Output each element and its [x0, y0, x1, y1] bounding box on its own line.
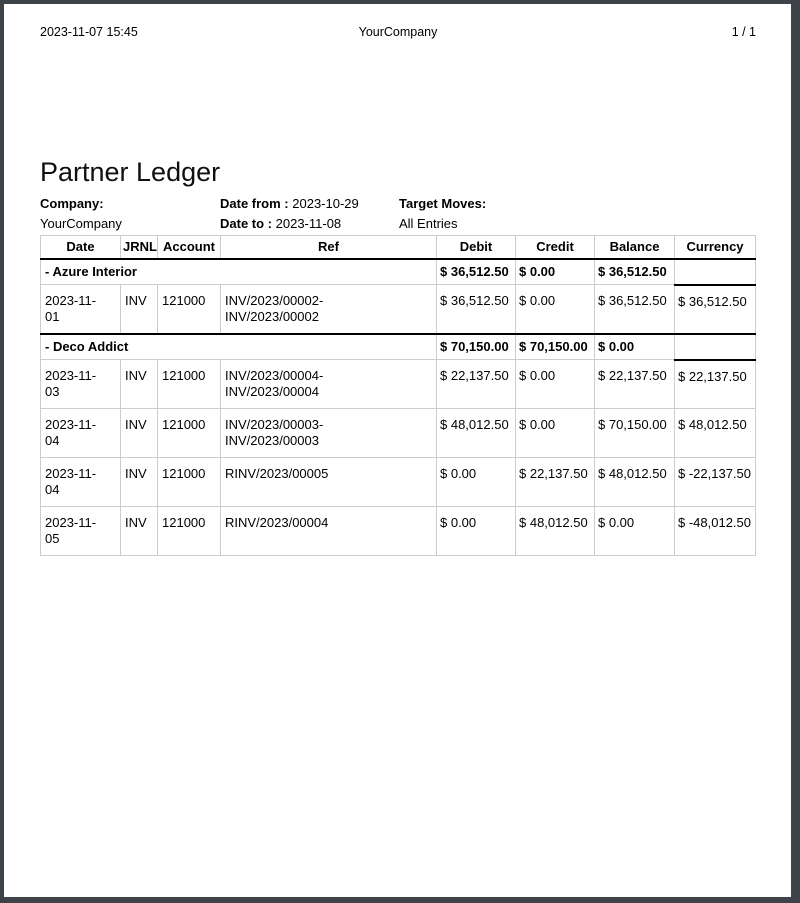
cell-jrnl: INV	[121, 285, 158, 335]
cell-debit: $ 48,012.50	[437, 409, 516, 458]
cell-ref: INV/2023/00002-INV/2023/00002	[221, 285, 437, 335]
cell-account: 121000	[158, 458, 221, 507]
ledger-row	[41, 360, 756, 409]
cell-debit: $ 0.00	[437, 507, 516, 556]
cell-currency: $ 22,137.50	[675, 360, 756, 409]
group-credit: $ 0.00	[516, 259, 595, 285]
cell-debit: $ 36,512.50	[437, 285, 516, 335]
cell-account: 121000	[158, 285, 221, 335]
partner-name: - Deco Addict	[41, 334, 437, 360]
cell-balance: $ 36,512.50	[595, 285, 675, 335]
cell-balance: $ 0.00	[595, 507, 675, 556]
group-debit: $ 70,150.00	[437, 334, 516, 360]
col-header-balance: Balance	[595, 236, 675, 260]
cell-currency: $ 48,012.50	[675, 409, 756, 458]
filter-date-to: Date to : 2023-11-08	[220, 215, 342, 231]
group-balance: $ 36,512.50	[595, 259, 675, 285]
cell-account: 121000	[158, 360, 221, 409]
cell-debit: $ 22,137.50	[437, 360, 516, 409]
group-currency-cell	[675, 334, 756, 360]
cell-date: 2023-11-05	[41, 507, 121, 556]
partner-group-row	[41, 334, 756, 360]
cell-account: 121000	[158, 507, 221, 556]
col-header-ref: Ref	[221, 236, 437, 260]
cell-date: 2023-11-01	[41, 285, 121, 335]
cell-jrnl: INV	[121, 360, 158, 409]
filter-target-moves-value: All Entries	[399, 215, 458, 231]
cell-ref: RINV/2023/00004	[221, 507, 437, 556]
cell-credit: $ 22,137.50	[516, 458, 595, 507]
cell-date: 2023-11-04	[41, 409, 121, 458]
print-datetime: 2023-11-07 15:45	[40, 25, 138, 39]
cell-ref: RINV/2023/00005	[221, 458, 437, 507]
cell-jrnl: INV	[121, 409, 158, 458]
ledger-row	[41, 285, 756, 335]
col-header-jrnl: JRNL	[121, 236, 158, 260]
col-header-date: Date	[41, 236, 121, 260]
col-header-credit: Credit	[516, 236, 595, 260]
cell-balance: $ 22,137.50	[595, 360, 675, 409]
cell-credit: $ 0.00	[516, 409, 595, 458]
cell-account: 121000	[158, 409, 221, 458]
partner-group-row	[41, 259, 756, 285]
cell-balance: $ 70,150.00	[595, 409, 675, 458]
col-header-account: Account	[158, 236, 221, 260]
page-header	[40, 4, 756, 40]
cell-jrnl: INV	[121, 507, 158, 556]
report-filters	[40, 194, 756, 233]
ledger-row	[41, 507, 756, 556]
col-header-currency: Currency	[675, 236, 756, 260]
filter-company-label: Company:	[40, 196, 104, 211]
report-title: Partner Ledger	[40, 157, 221, 187]
cell-date: 2023-11-04	[41, 458, 121, 507]
ledger-row	[41, 458, 756, 507]
partner-ledger-table	[40, 235, 756, 556]
filter-company-value: YourCompany	[40, 215, 122, 231]
cell-currency: $ 36,512.50	[675, 285, 756, 335]
ledger-row	[41, 409, 756, 458]
col-header-debit: Debit	[437, 236, 516, 260]
partner-name: - Azure Interior	[41, 259, 437, 285]
pdf-page	[4, 4, 791, 897]
cell-balance: $ 48,012.50	[595, 458, 675, 507]
cell-credit: $ 0.00	[516, 285, 595, 335]
cell-ref: INV/2023/00003-INV/2023/00003	[221, 409, 437, 458]
group-credit: $ 70,150.00	[516, 334, 595, 360]
cell-debit: $ 0.00	[437, 458, 516, 507]
cell-credit: $ 48,012.50	[516, 507, 595, 556]
filter-date-from: Date from : 2023-10-29	[220, 196, 359, 211]
cell-currency: $ -48,012.50	[675, 507, 756, 556]
cell-ref: INV/2023/00004-INV/2023/00004	[221, 360, 437, 409]
filter-target-moves-label: Target Moves:	[399, 196, 487, 211]
header-company-name: YourCompany	[358, 25, 438, 39]
table-header-row	[41, 236, 756, 260]
cell-jrnl: INV	[121, 458, 158, 507]
cell-date: 2023-11-03	[41, 360, 121, 409]
group-currency-cell	[675, 259, 756, 285]
group-debit: $ 36,512.50	[437, 259, 516, 285]
group-balance: $ 0.00	[595, 334, 675, 360]
cell-credit: $ 0.00	[516, 360, 595, 409]
cell-currency: $ -22,137.50	[675, 458, 756, 507]
page-number: 1 / 1	[731, 25, 757, 39]
